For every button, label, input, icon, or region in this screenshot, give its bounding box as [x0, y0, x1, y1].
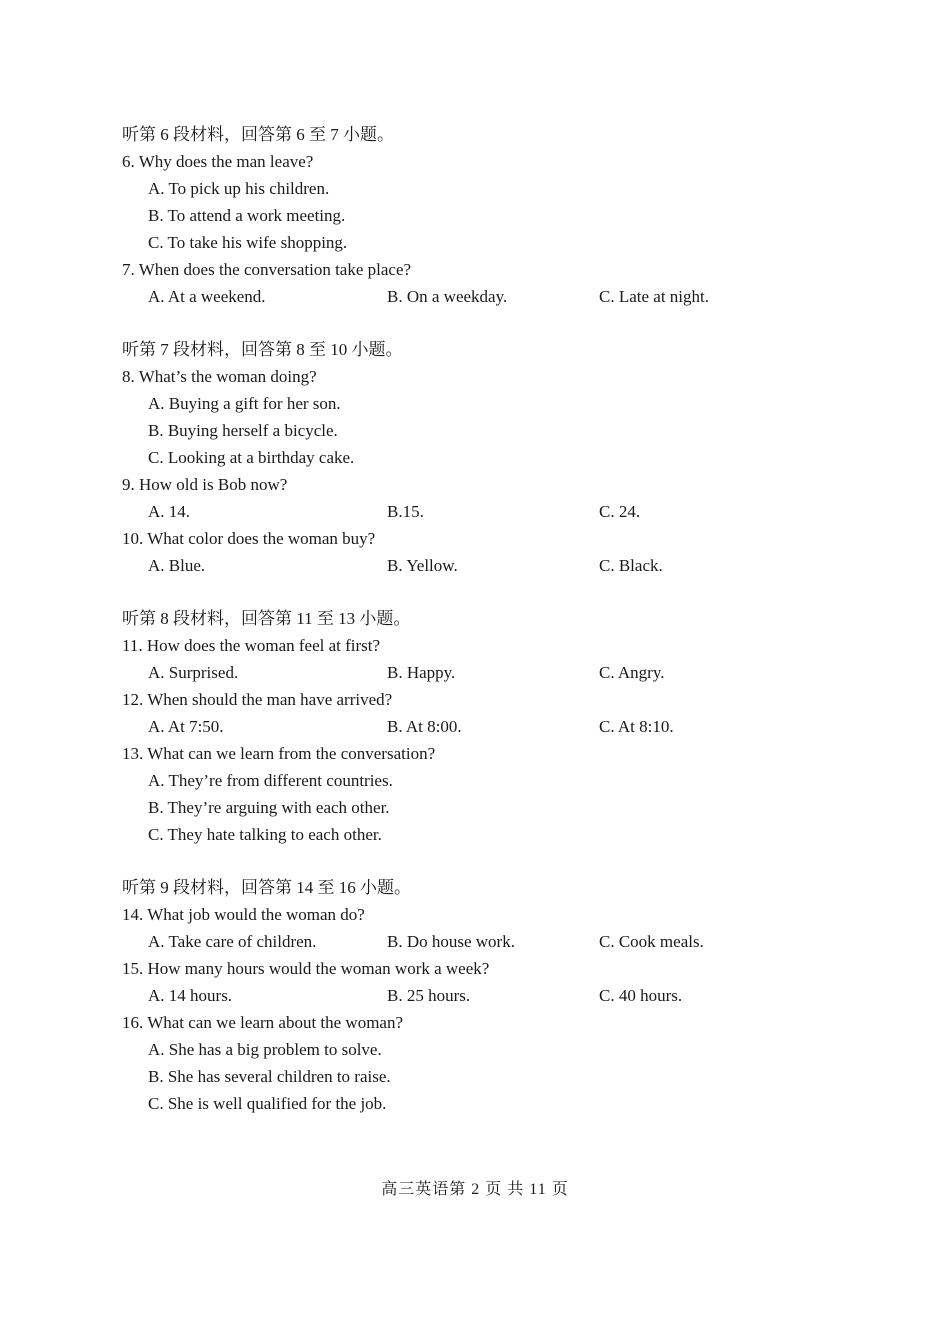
options-row: [122, 552, 842, 579]
answer-option: B.15.: [387, 502, 424, 521]
answer-option: A. 14 hours.: [148, 986, 233, 1005]
options-row: [122, 498, 842, 525]
options-row: [122, 659, 842, 686]
answer-option: C. Black.: [599, 556, 663, 575]
answer-option: C. Cook meals.: [599, 932, 704, 951]
answer-option: B. To attend a work meeting.: [148, 206, 346, 225]
section-heading: 听第 9 段材料，回答第 14 至 16 小题。: [122, 878, 411, 897]
answer-option: A. To pick up his children.: [148, 179, 330, 198]
answer-option: B. Do house work.: [387, 932, 515, 951]
answer-option: C. She is well qualified for the job.: [148, 1094, 387, 1113]
answer-option: B. On a weekday.: [387, 287, 508, 306]
page-footer: 高三英语第 2 页 共 11 页: [381, 1181, 569, 1198]
answer-option: A. At 7:50.: [148, 717, 224, 736]
section-heading: 听第 8 段材料，回答第 11 至 13 小题。: [122, 609, 411, 628]
answer-option: B. She has several children to raise.: [148, 1067, 391, 1086]
answer-option: A. Buying a gift for her son.: [148, 394, 341, 413]
answer-option: A. Take care of children.: [148, 932, 317, 951]
answer-option: A. They’re from different countries.: [148, 771, 393, 790]
question-stem: 15. How many hours would the woman work a week?: [122, 959, 490, 978]
question-stem: 9. How old is Bob now?: [122, 475, 288, 494]
answer-option: B. They’re arguing with each other.: [148, 798, 390, 817]
answer-option: C. 40 hours.: [599, 986, 683, 1005]
answer-option: A. 14.: [148, 502, 191, 521]
question-list: [122, 121, 842, 1117]
answer-option: C. They hate talking to each other.: [148, 825, 382, 844]
answer-option: C. Looking at a birthday cake.: [148, 448, 355, 467]
question-stem: 6. Why does the man leave?: [122, 152, 314, 171]
answer-option: B. Happy.: [387, 663, 456, 682]
answer-option: A. At a weekend.: [148, 287, 266, 306]
answer-option: A. She has a big problem to solve.: [148, 1040, 382, 1059]
question-stem: 14. What job would the woman do?: [122, 905, 365, 924]
options-row: [122, 283, 842, 310]
answer-option: B. Buying herself a bicycle.: [148, 421, 338, 440]
answer-option: C. 24.: [599, 502, 641, 521]
options-row: [122, 928, 842, 955]
answer-option: C. Late at night.: [599, 287, 710, 306]
question-stem: 13. What can we learn from the conversation?: [122, 744, 436, 763]
question-stem: 10. What color does the woman buy?: [122, 529, 376, 548]
question-stem: 16. What can we learn about the woman?: [122, 1013, 404, 1032]
question-stem: 12. When should the man have arrived?: [122, 690, 393, 709]
question-stem: 8. What’s the woman doing?: [122, 367, 317, 386]
answer-option: A. Surprised.: [148, 663, 239, 682]
answer-option: C. To take his wife shopping.: [148, 233, 348, 252]
answer-option: C. At 8:10.: [599, 717, 674, 736]
answer-option: B. At 8:00.: [387, 717, 462, 736]
options-row: [122, 713, 842, 740]
answer-option: C. Angry.: [599, 663, 665, 682]
options-row: [122, 982, 842, 1009]
section-heading: 听第 6 段材料，回答第 6 至 7 小题。: [122, 125, 394, 144]
question-stem: 11. How does the woman feel at first?: [122, 636, 381, 655]
answer-option: B. 25 hours.: [387, 986, 471, 1005]
answer-option: A. Blue.: [148, 556, 206, 575]
section-heading: 听第 7 段材料，回答第 8 至 10 小题。: [122, 340, 403, 359]
answer-option: B. Yellow.: [387, 556, 458, 575]
question-stem: 7. When does the conversation take place?: [122, 260, 412, 279]
